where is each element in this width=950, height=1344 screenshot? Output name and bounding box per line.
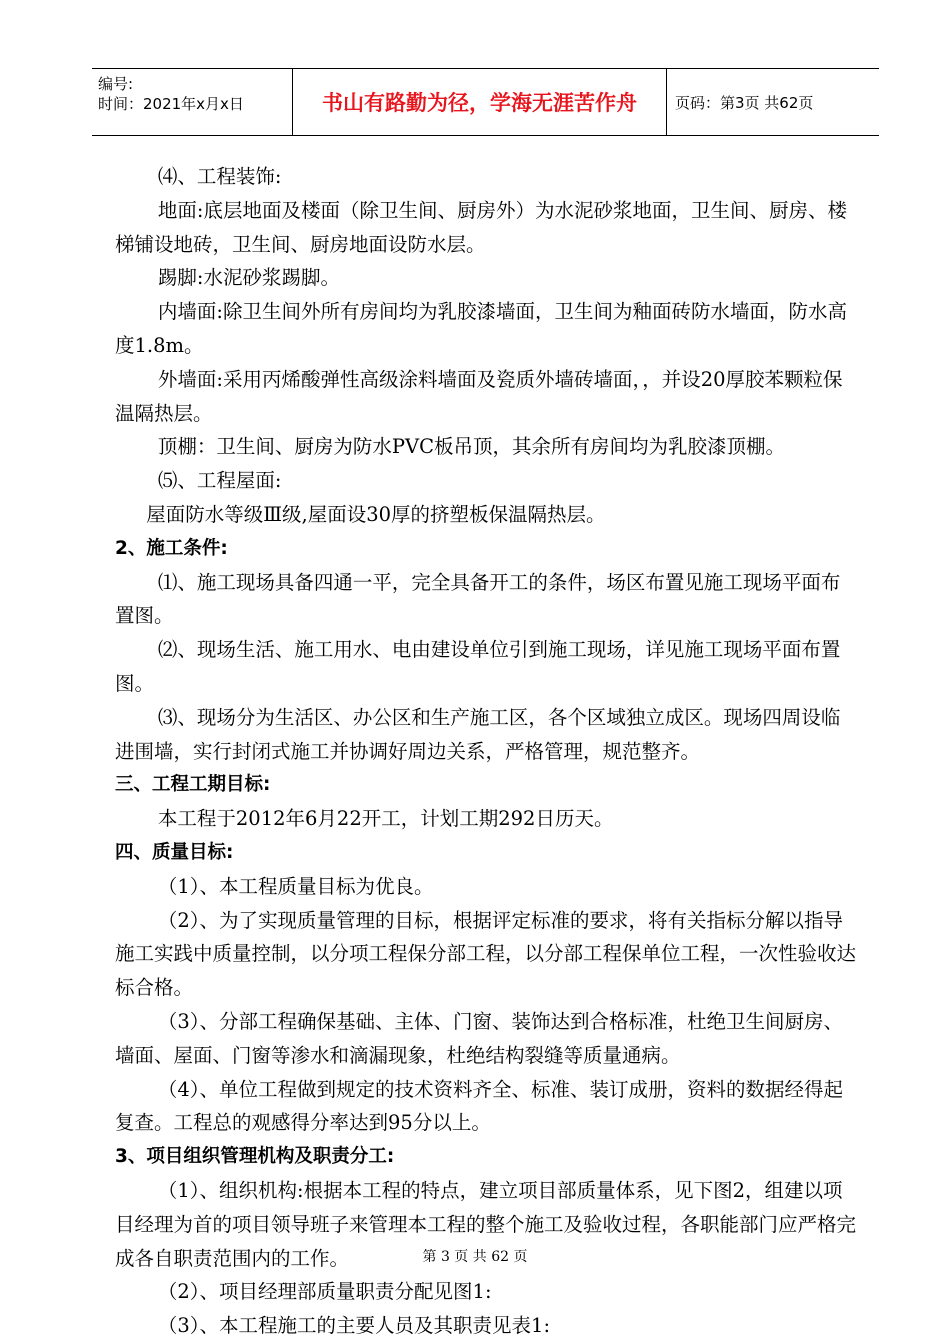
- paragraph: 地面:底层地面及楼面（除卫生间、厨房外）为水泥砂浆地面，卫生间、厨房、楼梯铺设地砖，卫生间、厨房地面设防水层。: [115, 198, 847, 256]
- page-header: [92, 68, 879, 136]
- document-number-label: 编号:: [98, 75, 134, 93]
- paragraph: 外墙面:采用丙烯酸弹性高级涂料墙面及瓷质外墙砖墙面，，并设20厚胶苯颗粒保温隔热层。: [115, 367, 843, 425]
- paragraph: 屋面防水等级Ⅲ级,屋面设30厚的挤塑板保温隔热层。: [146, 502, 606, 526]
- section-heading: 3、项目组织管理机构及职责分工:: [115, 1146, 395, 1168]
- paragraph: ⑸、工程屋面:: [157, 469, 282, 493]
- document-body: [115, 160, 857, 1343]
- paragraph: ⑷、工程装饰:: [157, 165, 282, 188]
- paragraph: （1）、组织机构:根据本工程的特点，建立项目部质量体系，见下图2，组建以项目经理为首的项目领导班子来管理本工程的整个施工及验收过程，各职能部门应严格完成各自职责范围内的工作。: [115, 1178, 857, 1270]
- paragraph: 顶棚：卫生间、厨房为防水PVC板吊顶，其余所有房间均为乳胶漆顶棚。: [157, 435, 786, 459]
- paragraph: （1）、本工程质量目标为优良。: [157, 874, 434, 898]
- paragraph: 踢脚:水泥砂浆踢脚。: [157, 266, 340, 290]
- paragraph: （2）、为了实现质量管理的目标，根据评定标准的要求，将有关指标分解以指导施工实践中质量控制，以分项工程保分部工程，以分部工程保单位工程，一次性验收达标合格。: [115, 908, 857, 1000]
- paragraph: 本工程于2012年6月22开工，计划工期292日历天。: [157, 807, 614, 831]
- section-heading: 三、工程工期目标:: [115, 774, 271, 796]
- paragraph: （4）、单位工程做到规定的技术资料齐全、标准、装订成册，资料的数据经得起复查。工程总的观感得分率达到95分以上。: [115, 1077, 844, 1135]
- header-motto: 书山有路勤为径，学海无涯苦作舟: [292, 69, 667, 135]
- header-page-label: 页码：第3页 共62页: [675, 93, 814, 112]
- paragraph: （2）、项目经理部质量职责分配见图1:: [157, 1280, 492, 1304]
- header-left-cell: [92, 69, 292, 135]
- paragraph: ⑴、施工现场具备四通一平，完全具备开工的条件，场区布置见施工现场平面布置图。: [115, 570, 841, 628]
- paragraph: （3）、本工程施工的主要人员及其职责见表1:: [157, 1314, 551, 1338]
- paragraph: （3）、分部工程确保基础、主体、门窗、装饰达到合格标准，杜绝卫生间厨房、墙面、屋面、门窗等渗水和滴漏现象，杜绝结构裂缝等质量通病。: [115, 1009, 844, 1067]
- paragraph: ⑵、现场生活、施工用水、电由建设单位引到施工现场，详见施工现场平面布置图。: [115, 638, 841, 695]
- paragraph: ⑶、现场分为生活区、办公区和生产施工区，各个区域独立成区。现场四周设临进围墙，实行封闭式施工并协调好周边关系，严格管理，规范整齐。: [115, 705, 841, 763]
- document-date-label: 时间：2021年x月x日: [98, 95, 244, 113]
- section-heading: 2、施工条件:: [115, 537, 228, 559]
- page-footer: 第 3 页 共 62 页: [422, 1249, 528, 1265]
- paragraph: 内墙面:除卫生间外所有房间均为乳胶漆墙面，卫生间为釉面砖防水墙面，防水高度1.8m。: [115, 300, 847, 357]
- section-heading: 四、质量目标:: [115, 841, 234, 863]
